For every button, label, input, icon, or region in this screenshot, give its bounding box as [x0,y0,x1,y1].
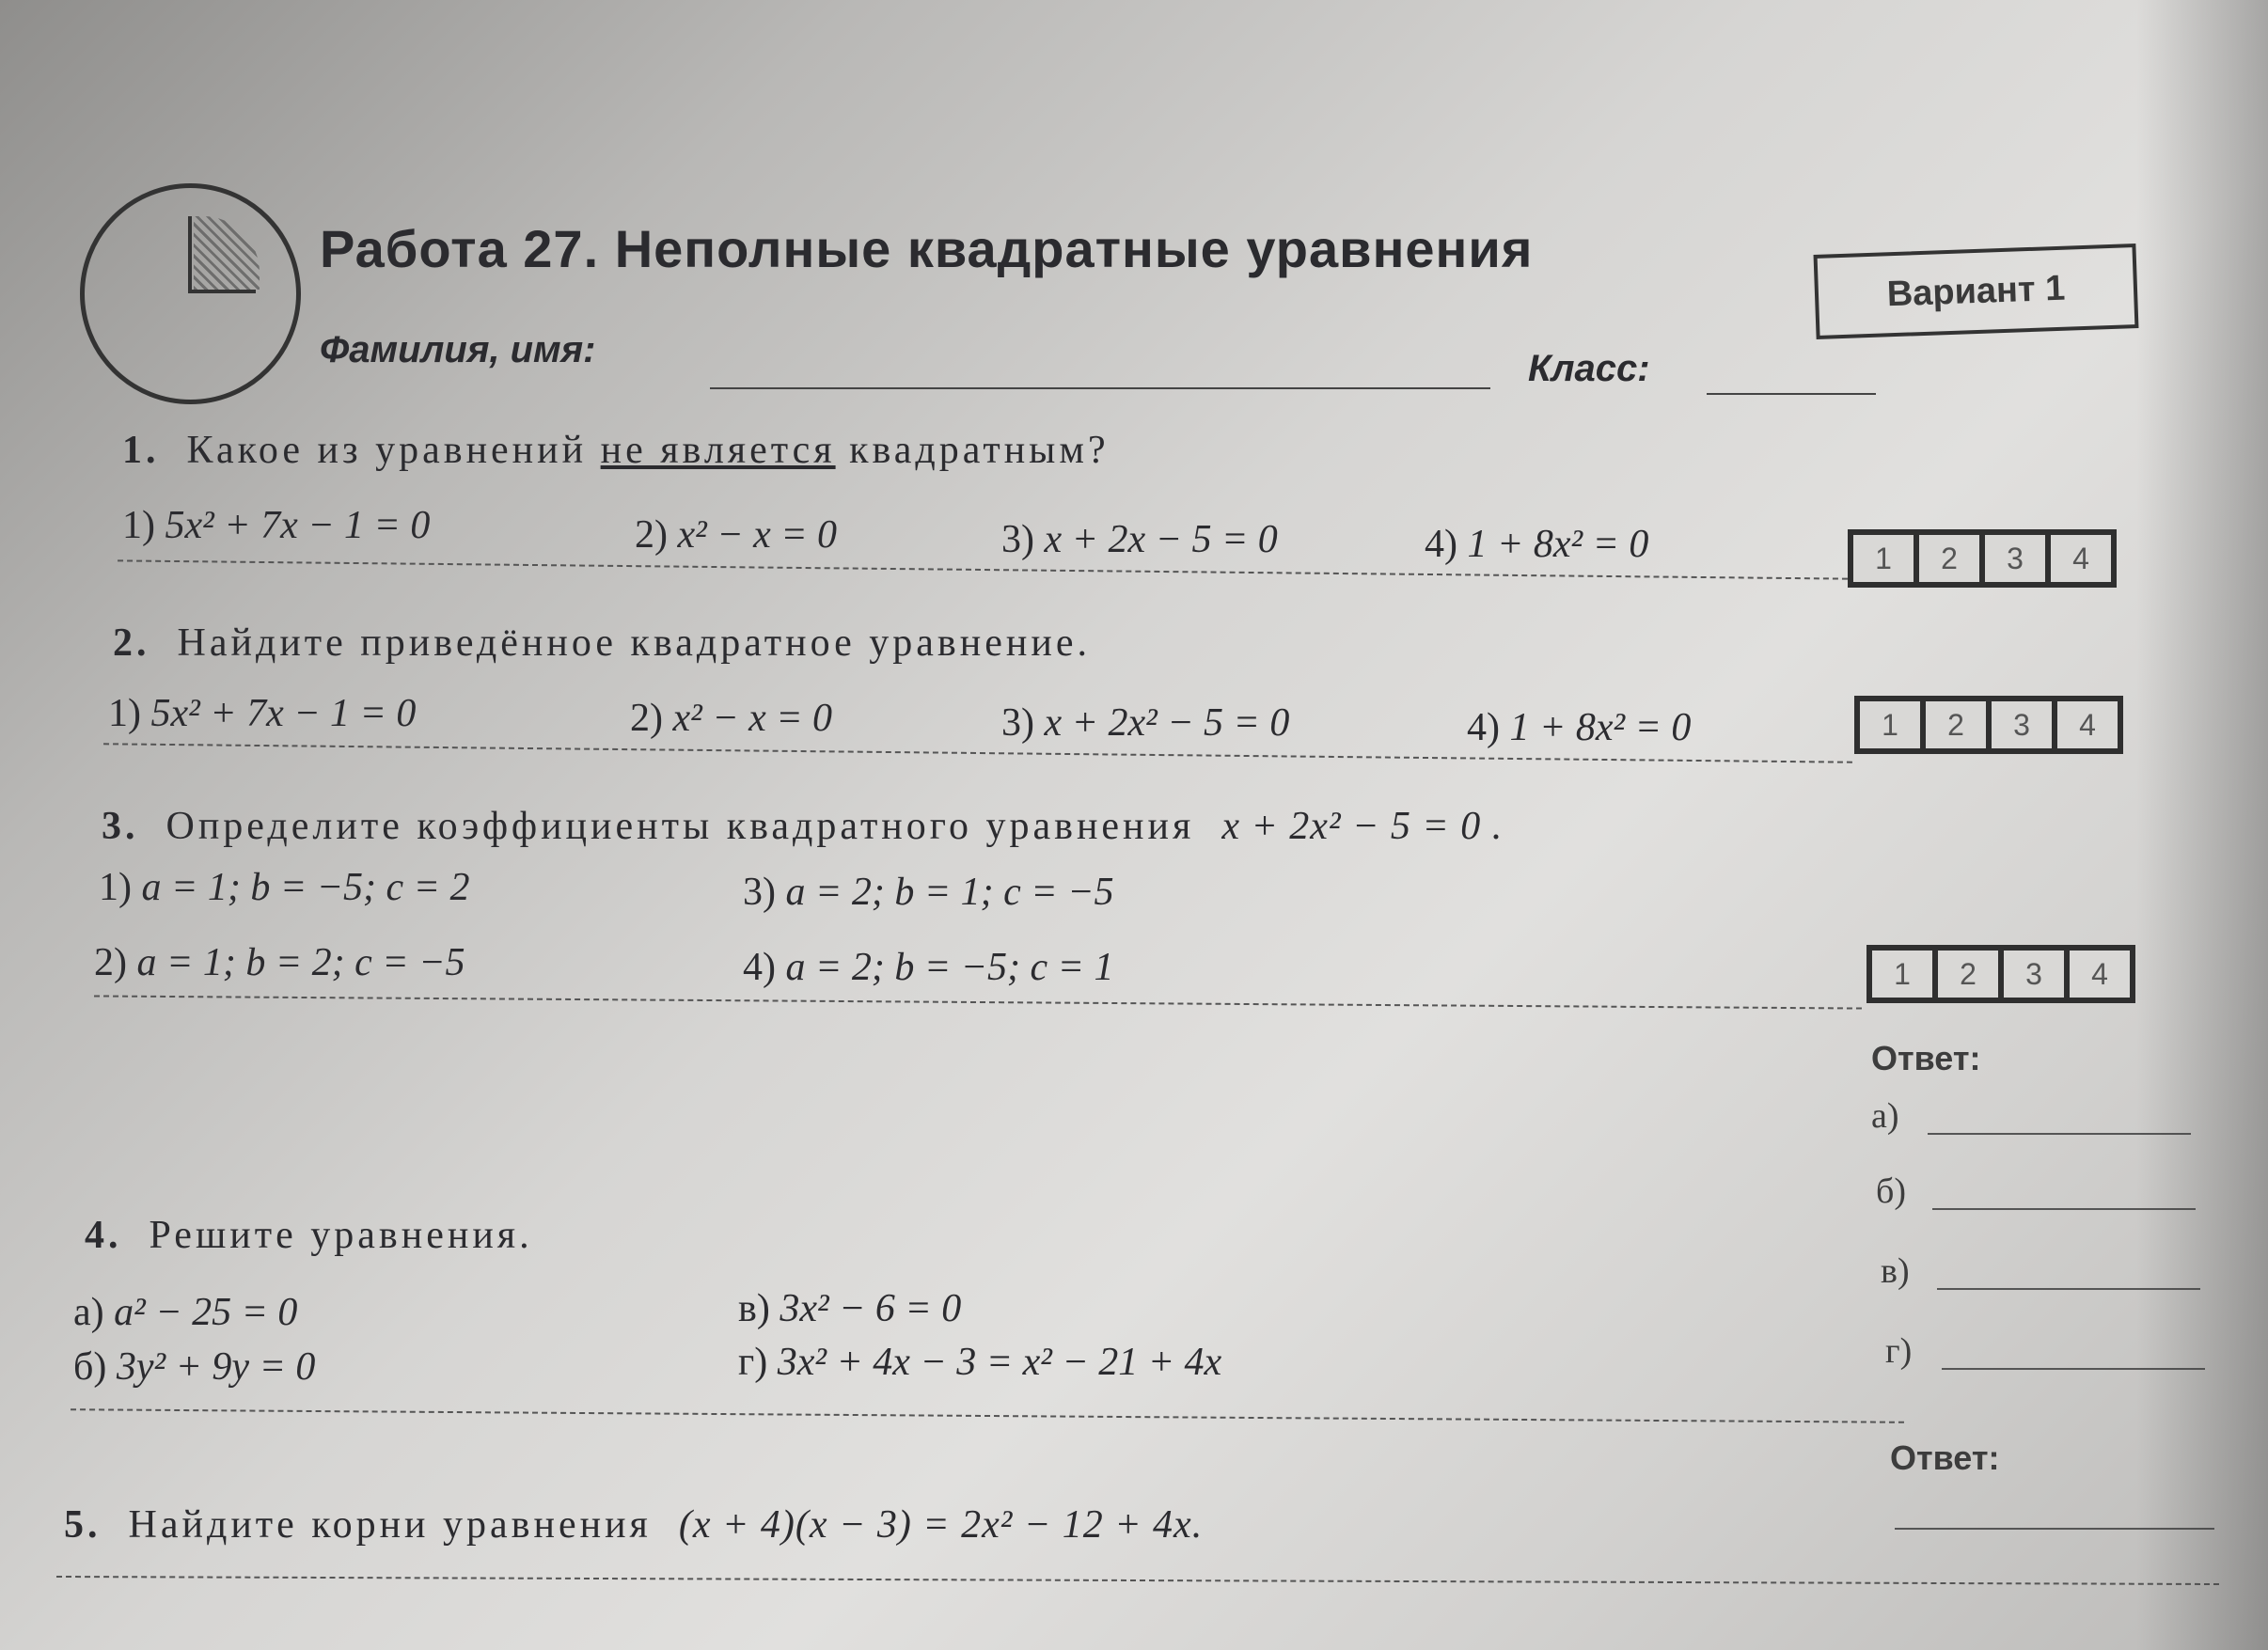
class-label: Класс: [1528,348,1650,389]
task2-option-1: 1) 5x² + 7x − 1 = 0 [108,692,417,735]
task5-question: 5. Найдите корни уравнения (x + 4)(x − 3) = 2x² − 12 + 4x. [64,1503,1204,1547]
task4-item-v: в) 3x² − 6 = 0 [738,1287,962,1330]
task1-option-4: 4) 1 + 8x² = 0 [1425,523,1649,566]
task2-answer-box-4[interactable]: 4 [2057,701,2118,748]
task3-divider [94,995,1862,1009]
class-field[interactable] [1707,393,1876,395]
task3-option-4: 4) a = 2; b = −5; c = 1 [743,946,1114,989]
task3-question: 3. Определите коэффициенты квадратного уравнения x + 2x² − 5 = 0 . [102,805,1504,848]
task5-answer-field[interactable] [1895,1528,2214,1530]
task2-option-3: 3) x + 2x² − 5 = 0 [1001,701,1290,745]
task2-option-4: 4) 1 + 8x² = 0 [1467,706,1692,749]
task4-answer-b-label: б) [1876,1171,1906,1211]
task4-divider [71,1408,1904,1423]
task4-answer-a-field[interactable] [1928,1133,2191,1135]
task1-answer-grid [1848,529,2117,588]
task4-item-a: а) a² − 25 = 0 [73,1291,298,1334]
task4-item-b: б) 3y² + 9y = 0 [73,1345,316,1389]
name-field[interactable] [710,387,1490,389]
task1-question: 1. Какое из уравнений не является квадратным? [122,429,1110,472]
variant-badge: Вариант 1 [1814,244,2139,339]
task1-option-2: 2) x² − x = 0 [635,513,838,557]
task3-option-3: 3) a = 2; b = 1; c = −5 [743,871,1114,914]
task4-answer-v-label: в) [1881,1251,1910,1291]
task2-answer-box-2[interactable]: 2 [1926,701,1986,748]
task3-answer-box-2[interactable]: 2 [1938,951,1998,998]
task3-answer-box-1[interactable]: 1 [1872,951,1932,998]
task1-answer-box-1[interactable]: 1 [1853,535,1914,582]
task1-option-1: 1) 5x² + 7x − 1 = 0 [122,504,431,547]
task2-question: 2. Найдите приведённое квадратное уравнение. [113,621,1091,665]
task5-answer-label: Ответ: [1890,1438,2000,1477]
name-label: Фамилия, имя: [320,329,596,370]
task4-question: 4. Решите уравнения. [85,1214,533,1257]
task3-option-2: 2) a = 1; b = 2; c = −5 [94,941,465,984]
task3-answer-box-4[interactable]: 4 [2070,951,2130,998]
task4-answer-g-label: г) [1885,1331,1913,1371]
task2-option-2: 2) x² − x = 0 [630,697,833,740]
task4-answer-v-field[interactable] [1937,1288,2200,1290]
task1-answer-box-3[interactable]: 3 [1985,535,2045,582]
page-title: Работа 27. Неполные квадратные уравнения [320,219,1534,278]
task2-answer-box-1[interactable]: 1 [1860,701,1920,748]
task1-answer-box-2[interactable]: 2 [1919,535,1979,582]
task2-answer-grid [1854,696,2123,754]
task4-item-g: г) 3x² + 4x − 3 = x² − 21 + 4x [738,1341,1222,1384]
task4-answer-a-label: а) [1871,1096,1899,1136]
task3-option-1: 1) a = 1; b = −5; c = 2 [99,866,470,909]
task3-answer-box-3[interactable]: 3 [2004,951,2064,998]
task1-answer-box-4[interactable]: 4 [2051,535,2111,582]
task2-answer-box-3[interactable]: 3 [1992,701,2052,748]
task1-option-3: 3) x + 2x − 5 = 0 [1001,518,1278,561]
task4-answer-g-field[interactable] [1942,1368,2205,1370]
task4-answer-b-field[interactable] [1932,1208,2196,1210]
task3-answer-grid [1866,945,2135,1003]
task5-divider [56,1576,2219,1585]
clock-icon [80,183,301,404]
task4-answer-label: Ответ: [1871,1039,1981,1077]
